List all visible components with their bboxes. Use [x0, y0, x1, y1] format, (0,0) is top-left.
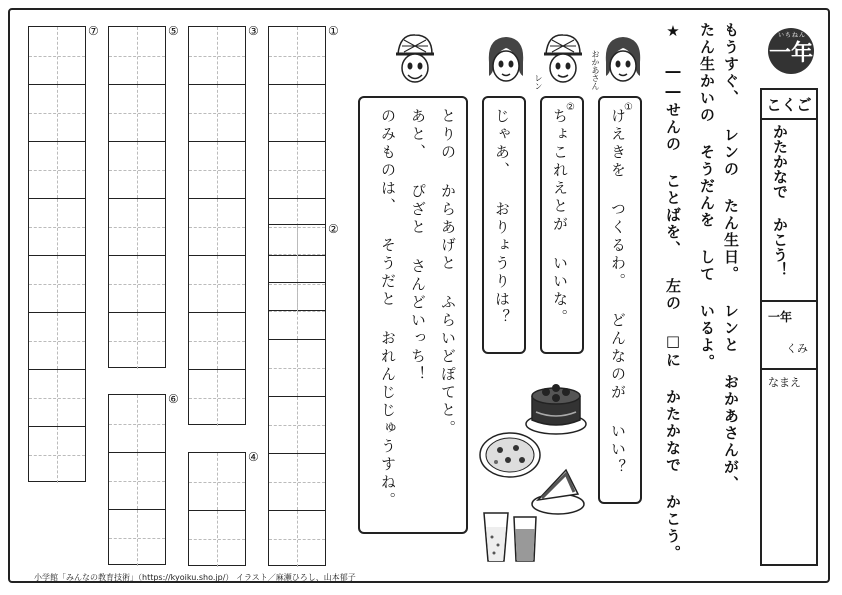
- answer-cell[interactable]: [189, 198, 245, 255]
- answer-cell[interactable]: [29, 369, 85, 426]
- subject-label: こくご: [762, 90, 816, 120]
- cell-guide-h: [269, 113, 325, 114]
- grid-number-5: ⑤: [168, 24, 179, 38]
- grid-number-7: ⑦: [88, 24, 99, 38]
- instruction-line-1: もうすぐ、 レンの たん生日。 レンと おかあさんが、: [722, 22, 740, 493]
- cell-guide-h: [109, 538, 165, 539]
- answer-grid-7[interactable]: [28, 26, 86, 482]
- grade-ruby: いちねん: [777, 32, 806, 39]
- cell-guide-h: [109, 113, 165, 114]
- cell-guide-h: [269, 539, 325, 540]
- answer-grid-3[interactable]: [188, 26, 246, 425]
- answer-cell[interactable]: [269, 396, 325, 453]
- mother-face-icon-2: [483, 32, 529, 88]
- cell-guide-h: [109, 56, 165, 57]
- cell-guide-h: [269, 368, 325, 369]
- bubble-ren-2: [358, 96, 468, 534]
- cell-guide-h: [269, 254, 325, 255]
- cell-guide-h: [29, 113, 85, 114]
- grid-number-4: ④: [248, 450, 259, 464]
- bubble-1-text: けえきを つくるわ。 どんなのが いい？: [609, 108, 627, 477]
- cell-guide-h: [29, 341, 85, 342]
- speaker-mother: おかあさん: [591, 50, 600, 90]
- answer-grid-4[interactable]: [188, 452, 246, 566]
- cell-guide-h: [109, 424, 165, 425]
- answer-cell[interactable]: [189, 27, 245, 84]
- answer-cell[interactable]: [29, 84, 85, 141]
- name-label: なまえ: [768, 376, 801, 389]
- answer-cell[interactable]: [109, 452, 165, 509]
- bubble-4-line-3: のみものは、 そうだと おれんじじゅうすね。: [379, 108, 397, 510]
- answer-cell[interactable]: [189, 312, 245, 369]
- grade-label: 一年: [768, 40, 813, 66]
- answer-cell[interactable]: [29, 255, 85, 312]
- class-box[interactable]: [762, 300, 816, 370]
- answer-cell[interactable]: [269, 510, 325, 567]
- cell-guide-h: [189, 284, 245, 285]
- answer-cell[interactable]: [269, 27, 325, 84]
- answer-cell[interactable]: [189, 84, 245, 141]
- instruction-line-2: たん生かいの そうだんを して いるよ。: [698, 22, 716, 371]
- answer-cell[interactable]: [109, 312, 165, 369]
- bubble-2-text: ちょこれえとが いいな。: [551, 108, 569, 327]
- grid-number-3: ③: [248, 24, 259, 38]
- answer-cell[interactable]: [109, 509, 165, 566]
- answer-cell[interactable]: [109, 255, 165, 312]
- cell-guide-h: [109, 227, 165, 228]
- answer-cell[interactable]: [189, 141, 245, 198]
- worksheet-title: かたかなで かこう！: [771, 124, 789, 277]
- bubble-mother-1: [598, 96, 642, 504]
- bubble-1-number: ①: [624, 102, 633, 113]
- ren-face-icon-2: [392, 32, 438, 88]
- mother-face-icon: [600, 32, 646, 88]
- answer-cell[interactable]: [109, 395, 165, 452]
- cell-guide-h: [189, 113, 245, 114]
- answer-cell[interactable]: [109, 84, 165, 141]
- grid-number-6: ⑥: [168, 392, 179, 406]
- cell-guide-h: [189, 398, 245, 399]
- bubble-2-number: ②: [566, 102, 575, 113]
- answer-grid-6[interactable]: [108, 394, 166, 565]
- cell-guide-h: [109, 170, 165, 171]
- grid-number-1: ①: [328, 24, 339, 38]
- drinks-icon: [480, 505, 540, 567]
- cell-guide-h: [189, 56, 245, 57]
- answer-cell[interactable]: [109, 198, 165, 255]
- cell-guide-h: [269, 311, 325, 312]
- answer-cell[interactable]: [269, 282, 325, 339]
- answer-cell[interactable]: [29, 426, 85, 483]
- cell-guide-h: [189, 539, 245, 540]
- answer-cell[interactable]: [189, 369, 245, 426]
- answer-cell[interactable]: [189, 255, 245, 312]
- cake-icon: [522, 372, 590, 438]
- cell-guide-h: [29, 398, 85, 399]
- bubble-mother-2: [482, 96, 526, 354]
- cell-guide-h: [189, 341, 245, 342]
- answer-cell[interactable]: [269, 225, 325, 282]
- answer-grid-2[interactable]: [268, 224, 326, 566]
- grid-number-2: ②: [328, 222, 339, 236]
- answer-cell[interactable]: [29, 141, 85, 198]
- speaker-ren: レン: [534, 74, 543, 90]
- bubble-4-line-2: あと、 ぴざと さんどいっち！: [409, 108, 427, 384]
- label-column: [760, 88, 818, 566]
- cell-guide-h: [189, 170, 245, 171]
- cell-guide-h: [269, 170, 325, 171]
- answer-cell[interactable]: [29, 27, 85, 84]
- class-grade: 一年: [768, 310, 793, 324]
- answer-cell[interactable]: [109, 141, 165, 198]
- bubble-4-lines: [366, 108, 460, 522]
- cell-guide-h: [269, 56, 325, 57]
- answer-cell[interactable]: [29, 312, 85, 369]
- cell-guide-h: [29, 284, 85, 285]
- instruction-line-3: ★ ――せんの ことばを、 左の □に かたかなで かこう。: [664, 22, 682, 562]
- cell-guide-h: [109, 481, 165, 482]
- answer-cell[interactable]: [269, 453, 325, 510]
- class-kumi: くみ: [786, 342, 808, 355]
- answer-cell[interactable]: [269, 84, 325, 141]
- cell-guide-h: [189, 482, 245, 483]
- cell-guide-h: [29, 227, 85, 228]
- cell-guide-h: [269, 482, 325, 483]
- answer-cell[interactable]: [269, 141, 325, 198]
- cell-guide-h: [109, 284, 165, 285]
- answer-cell[interactable]: [109, 27, 165, 84]
- cell-guide-h: [29, 56, 85, 57]
- cell-guide-h: [29, 170, 85, 171]
- credit-line: 小学館「みんなの教育技術」（https://kyoiku.sho.jp/） イラスト／麻瀬ひろし、山本郁子: [34, 573, 356, 582]
- cell-guide-h: [109, 341, 165, 342]
- ren-face-icon: [540, 32, 586, 88]
- cell-guide-h: [269, 425, 325, 426]
- answer-cell[interactable]: [269, 339, 325, 396]
- answer-cell[interactable]: [189, 453, 245, 510]
- cell-guide-h: [29, 455, 85, 456]
- answer-cell[interactable]: [189, 510, 245, 567]
- answer-cell[interactable]: [29, 198, 85, 255]
- answer-grid-5[interactable]: [108, 26, 166, 368]
- bubble-4-line-1: とりの からあげと ふらいどぽてと。: [439, 108, 457, 438]
- bubble-ren-1: [540, 96, 584, 354]
- bubble-3-text: じゃあ、 おりょうりは？: [493, 108, 511, 327]
- cell-guide-h: [189, 227, 245, 228]
